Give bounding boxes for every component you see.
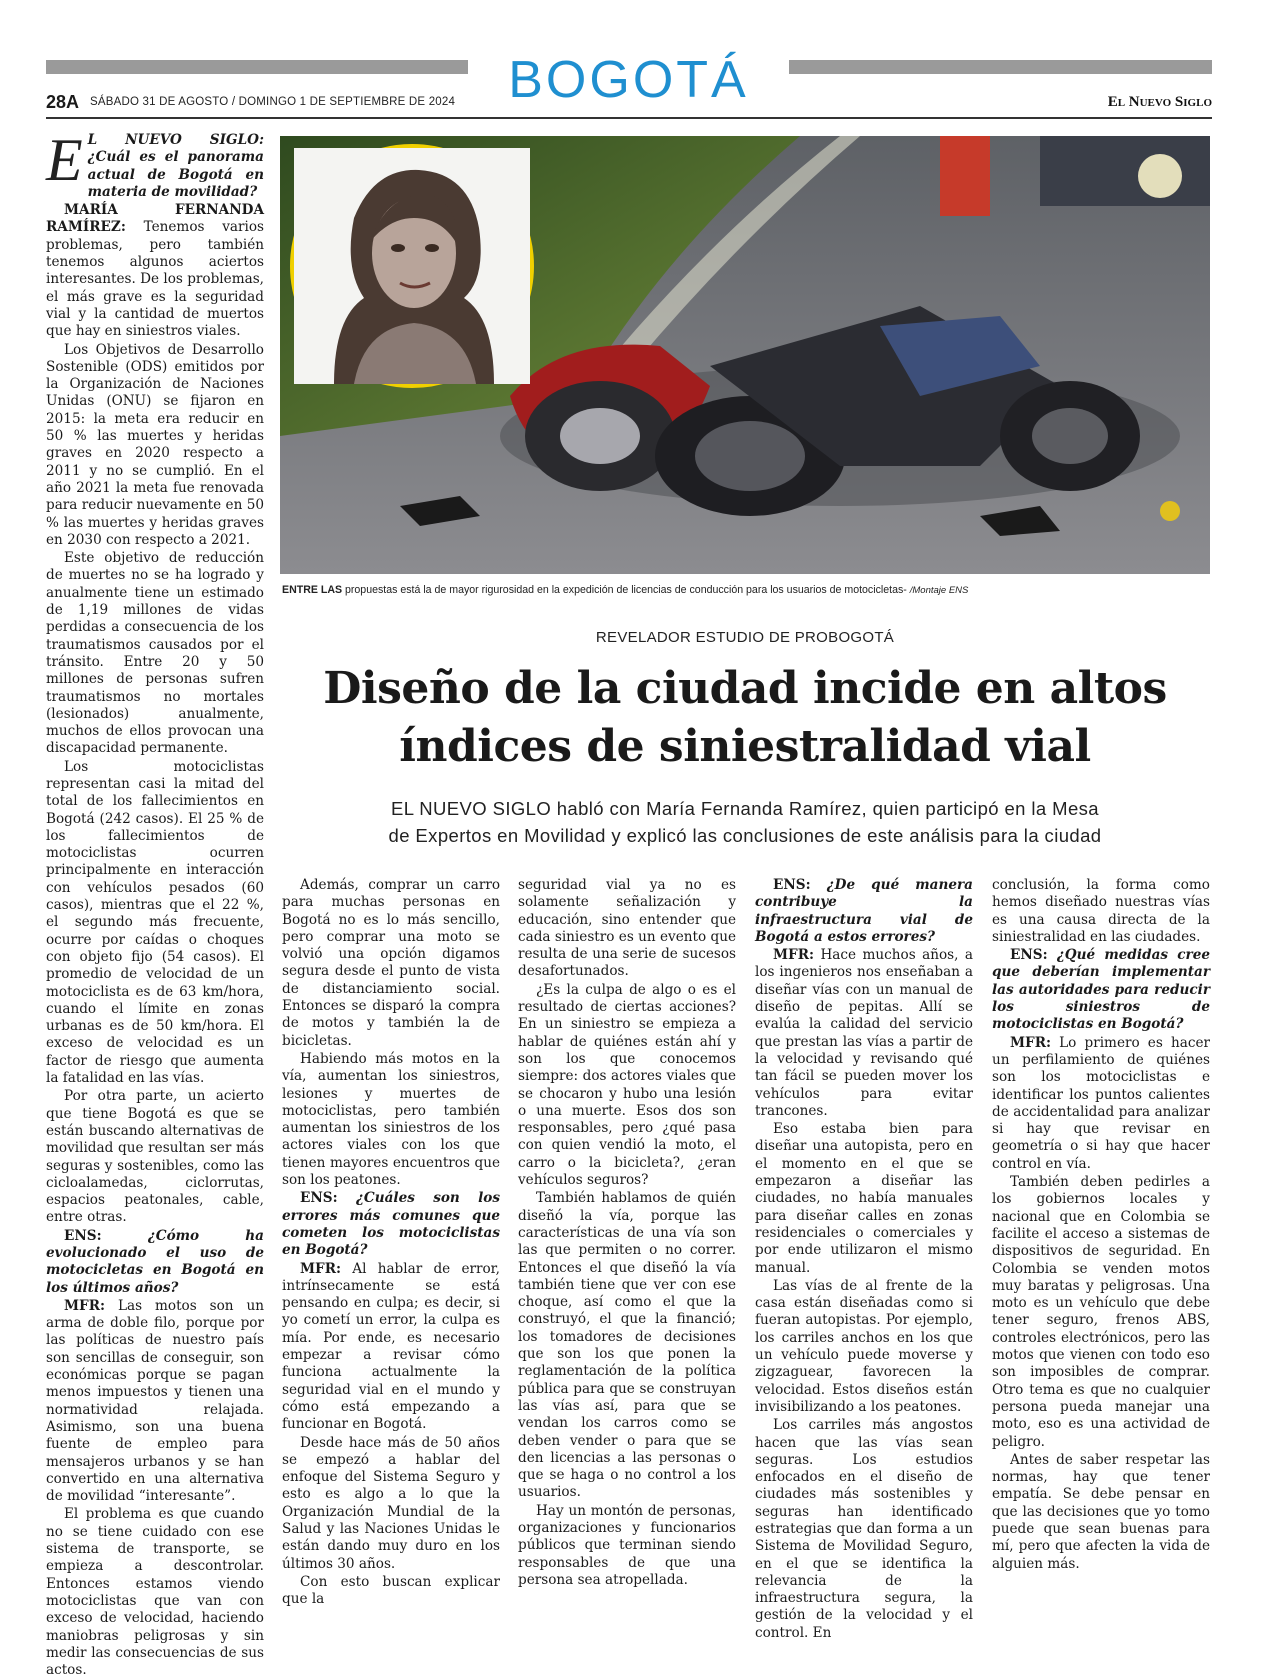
answer: MFR: Hace muchos años, a los ingenieros nos enseñaban a diseñar vías con un manual de diseño de pepitas. Allí se evalúa la calidad del servicio que prestan las vías a partir de la velocidad y revisando qué tan fácil se pueden mover los vehículos para evitar trancones. [755,947,973,1119]
issue-date: SÁBADO 31 DE AGOSTO / DOMINGO 1 DE SEPTIEMBRE DE 2024 [90,96,456,108]
header-rule [46,117,1212,119]
paragraph: Los carriles más angostos hacen que las vías sean seguras. Los estudios enfocados en el diseño de ciudades más sostenibles y seguras han identificado estrategias que dan forma a un Sistema de Movilidad Seguro, en el que se identifica la relevancia de la infraestructura segura, la gestión de la velocidad y el control. En [755,1417,973,1641]
paragraph: seguridad vial ya no es solamente señalización y educación, sino entender que cada siniestro es un evento que resulta de una serie de sucesos desafortunados. [518,877,736,980]
header-bar-right [789,60,1212,74]
paragraph: Este objetivo de reducción de muertes no se ha logrado y anualmente tiene un estimado de 1,19 millones de vidas perdidas a consecuencia de los traumatismos causados por el tránsito. Entre 20 y 50 millones de personas sufren traumatismos no mortales (lesionados) anualmente, muchos de ellos provocan una discapacidad permanente. [46,550,264,757]
article-column-2 [282,877,500,1609]
paragraph: conclusión, la forma como hemos diseñado nuestras vías es una causa directa de la siniestralidad en las ciudades. [992,877,1210,945]
paragraph: También hablamos de quién diseñó la vía, porque las características de una vía son las que permiten o no correr. Entonces el que diseñó la vía también tiene que ver con ese choque, así como el que la construyó, el que la financió; los tomadores de decisiones que son los que ponen la reglamentación de la política pública para que se construyan las vías así, para que se vendan los carros como se deben vender o para que se den licencias a las personas o que se haga o no control a los usuarios. [518,1190,736,1501]
article-column-3 [518,877,736,1590]
header-bar-left [46,60,468,74]
question-2: ENS: ¿Cómo ha evolucionado el uso de motocicletas en Bogotá en los últimos años? [46,1227,264,1296]
paragraph: Habiendo más motos en la vía, aumentan los siniestros, lesiones y muertes de motociclistas, pero también aumentan los siniestros de los actores viales con los que tienen mayores encuentros que son los peatones. [282,1050,500,1189]
question: ENS: ¿Cuáles son los errores más comunes que cometen los motociclistas en Bogotá? [282,1190,500,1259]
woman-portrait-illustration [294,148,530,384]
paragraph: También deben pedirles a los gobiernos locales y nacional que en Colombia se facilite el acceso a sistemas de dispositivos de seguridad. En Colombia se venden motos muy baratas y peligrosas. Una moto es un vehículo que debe tener seguro, frenos ABS, controles electrónicos, pero las motos que vienen con todo eso son imposibles de comprar. Otro tema es que no cualquier persona pueda manejar una moto, eso es una actividad de peligro. [992,1174,1210,1450]
paragraph: Hay un montón de personas, organizaciones y funcionarios públicos que terminan siendo responsables de que una persona sea atropellada. [518,1502,736,1588]
paragraph: Las vías de al frente de la casa están diseñadas como si fueran autopistas. Por ejemplo, los carriles anchos en los que un vehículo puede moverse y zigzaguear, favorecen la velocidad. Estos diseños están invisibilizando a los peatones. [755,1277,973,1415]
paragraph: Eso estaba bien para diseñar una autopista, pero en el momento en el que se empezaron a diseñar las ciudades, no había manuales para diseñar calles en zonas residenciales o comerciales y por ende utilizaron el mismo manual. [755,1121,973,1276]
article-column-1 [46,127,264,1680]
paragraph: Con esto buscan explicar que la [282,1573,500,1608]
paragraph: ¿Es la culpa de algo o es el resultado de ciertas acciones? En un siniestro se empieza a hablar de quiénes están ahí y son los que conocemos siempre: dos actores viales que se chocaron y hubo una lesión o una muerte. Esos dos son responsables, pero ¿qué pasa con quien vendió la moto, el carro o la bicicleta?, ¿eran vehículos seguros? [518,981,736,1189]
masthead-logo: El Nuevo Siglo [1107,94,1212,110]
paragraph: Además, comprar un carro para muchas personas en Bogotá no es lo más sencillo, pero comprar una moto se volvió una opción digamos segura desde el punto de vista de distanciamiento social. Entonces se disparó la compra de motos y también la de bicicletas. [282,877,500,1049]
paragraph: Por otra parte, un acierto que tiene Bogotá es que se están buscando alternativas de movilidad que resultan ser más seguras y sostenibles, como las cicloalamedas, ciclorrutas, espacios peatonales, cable, entre otras. [46,1088,264,1226]
question-1: E L NUEVO SIGLO: ¿Cuál es el panorama actual de Bogotá en materia de movilidad? [46,127,264,200]
paragraph: Desde hace más de 50 años se empezó a hablar del enfoque del Sistema Seguro y esto es algo a lo que la Organización Mundial de la Salud y las Naciones Unidas le están dando muy duro en los últimos 30 años. [282,1434,500,1572]
answer: MFR: Al hablar de error, intrínsecamente se está pensando en culpa; es decir, si yo cometí un error, la culpa es mía. Por ende, es necesario empezar a revisar cómo funciona actualmente la seguridad vial en el mundo y cómo está empezando a funcionar en Bogotá. [282,1260,501,1433]
photo-caption: ENTRE LAS propuestas está la de mayor rigurosidad en la expedición de licencias de conducción para los usuarios de motocicletas- /Montaje ENS [282,584,969,596]
interviewee-portrait [290,144,534,388]
headline: Diseño de la ciudad incide en altos índices de siniestralidad vial [323,663,1167,772]
answer: MFR: Lo primero es hacer un perfilamiento de quiénes son los motociclistas e identificar los puntos calientes de accidentalidad para analizar si hay que revisar en geometría o si hay que hacer control en vía. [992,1034,1210,1172]
drop-cap: E [46,127,83,193]
section-title: BOGOTÁ [508,51,749,109]
kicker: REVELADOR ESTUDIO DE PROBOGOTÁ [595,629,895,646]
deck-subheading: EL NUEVO SIGLO habló con María Fernanda Ramírez, quien participó en la Mesa de Expertos en Movilidad y explicó las conclusiones de este análisis para la ciudad [388,798,1102,846]
paragraph: El problema es que cuando no se tiene cuidado con ese sistema de transporte, se empieza a descontrolar. Entonces estamos viendo motociclistas que van con exceso de velocidad, haciendo maniobras peligrosas y sin medir las consecuencias de sus actos. [46,1506,264,1679]
paragraph: Los motociclistas representan casi la mitad del total de los fallecimientos en Bogotá (242 casos). El 25 % de los fallecimientos de motociclistas ocurren principalmente en interacción con vehículos pesados (60 casos), mientras que el 22 %, el segundo más frecuente, ocurre por caídas o choques con objeto fijo (54 casos). El promedio de velocidad de un motociclista es de 63 km/hora, cuando el límite en zonas urbanas es de 50 km/hora. El exceso de velocidad es un factor de riesgo que aumenta la fatalidad en las vías. [46,758,264,1087]
article-column-5 [992,877,1210,1574]
paragraph: Los Objetivos de Desarrollo Sostenible (ODS) emitidos por la Organización de Naciones Unidas (ONU) se fijaron en 2015: la meta era reducir en 50 % las muertes y heridas graves en 2020 respecto a 2011 y no se cumplió. En el año 2021 la meta fue renovada para reducir nuevamente en 50 % las muertes y heridas graves en 2030 con respecto a 2021. [46,341,264,548]
page-number: 28A [46,92,80,112]
article-column-4 [755,877,973,1643]
question: ENS: ¿Qué medidas cree que deberían implementar las autoridades para reducir los siniestros de motociclistas en Bogotá? [992,947,1210,1033]
answer-1: MARÍA FERNANDA RAMÍREZ: Tenemos varios problemas, pero también tenemos algunos aciertos interesantes. De los problemas, el más grave es la seguridad vial y la cantidad de muertos que hay en siniestros viales. [46,202,264,340]
answer-2: MFR: Las motos son un arma de doble filo, porque por las políticas de nuestro país son sencillas de conseguir, son económicas porque se pagan menos impuestos y tienen una normatividad relajada. Asimismo, son una buena fuente de empleo para mensajeros urbanos y se han convertido en una alternativa de movilidad “interesante”. [46,1297,264,1505]
paragraph: Antes de saber respetar las normas, hay que tener empatía. Se debe pensar en que las decisiones que yo tomo puede que sean buenas para mí, pero que afecten la vida de alguien más. [992,1451,1210,1572]
question: ENS: ¿De qué manera contribuye la infraestructura vial de Bogotá a estos errores? [755,877,973,945]
